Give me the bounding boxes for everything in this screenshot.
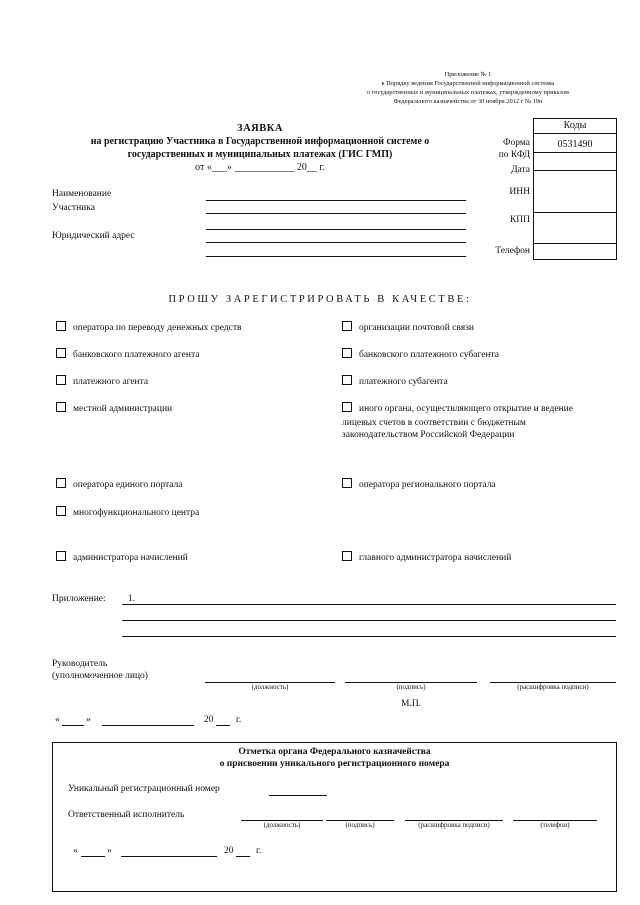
caption-decode: (расшифровка подписи) [517,683,589,691]
attachment-line-2[interactable] [122,620,616,621]
checkbox-icon[interactable] [342,375,352,385]
caption-position: (должность) [251,683,289,691]
checkbox-icon[interactable] [56,375,66,385]
checkbox-icon[interactable] [342,402,352,412]
label-kpp: КПП [509,215,530,225]
appendix-line-1: Приложение № 1 [444,71,492,78]
treasury-date-year-line[interactable] [236,856,250,857]
address-input-line-3[interactable] [206,256,466,257]
executor-caption-sign: (подпись) [345,821,375,829]
executor-caption-decode: (расшифровка подписи) [418,821,490,829]
attachment-line-3[interactable] [122,636,616,637]
stamp-place: М.П. [401,699,422,709]
checkbox-icon[interactable] [342,348,352,358]
date-day-line[interactable] [62,725,84,726]
kpp-cell[interactable] [534,213,616,244]
option-single-portal-operator[interactable]: оператора единого портала [56,478,183,491]
attachment-item-number: 1. [128,594,136,604]
appendix-line-3: о государственных и муниципальных платежах, утвержденному приказом [367,89,569,96]
treasury-date-day-line[interactable] [81,856,105,857]
option-postal-organization[interactable]: организации почтовой связи [342,321,474,334]
attachment-line-1[interactable] [122,604,616,605]
checkbox-icon[interactable] [342,551,352,561]
date-close-quote: » [86,715,91,725]
title-date-line: от «___» ____________ 20__ г. [195,162,325,173]
treasury-date-month-line[interactable] [121,856,217,857]
label-date: Дата [511,165,530,175]
title-line-2: на регистрацию Участника в Государственной информационной системе о [90,136,430,147]
appendix-line-2: к Порядку ведения Государственной информационной системы [381,80,555,87]
checkbox-icon[interactable] [56,321,66,331]
checkbox-icon[interactable] [56,506,66,516]
treasury-title-line2: о присвоении уникального регистрационного номера [219,759,450,769]
executor-caption-position: (должность) [263,821,301,829]
title-zayavka: ЗАЯВКА [237,123,283,134]
head-label-line1: Руководитель [52,659,108,669]
option-payment-subagent[interactable]: платежного субагента [342,375,448,388]
attachment-label: Приложение: [52,594,106,604]
date-cell[interactable] [534,153,616,171]
option-bank-payment-agent[interactable]: банковского платежного агента [56,348,199,361]
date-year-prefix: 20 [204,715,214,725]
reg-number-line[interactable] [269,795,327,796]
treasury-date-year-prefix: 20 [224,846,234,856]
treasury-title-line1: Отметка органа Федерального казначейства [238,747,431,757]
option-multifunctional-center[interactable]: многофункционального центра [56,506,199,519]
label-name-line2: Участника [52,203,95,213]
codes-header: Коды [534,119,616,134]
checkbox-icon[interactable] [56,478,66,488]
caption-sign: (подпись) [396,683,426,691]
checkbox-icon[interactable] [56,402,66,412]
inn-cell[interactable] [534,171,616,213]
address-input-line-1[interactable] [206,229,466,230]
name-input-line-2[interactable] [206,213,466,214]
checkbox-icon[interactable] [342,478,352,488]
option-charges-administrator[interactable]: администратора начислений [56,551,188,564]
appendix-line-4: Федерального казначейства от 30 ноября 2012 г № 19н [393,98,543,105]
checkbox-icon[interactable] [56,551,66,561]
document-title [60,122,460,174]
address-input-line-2[interactable] [206,242,466,243]
codes-table [533,118,617,260]
option-bank-payment-subagent[interactable]: банковского платежного субагента [342,348,499,361]
date-year-suffix: г. [236,715,242,725]
phone-cell[interactable] [534,244,616,261]
label-name-line1: Наименование [52,189,112,199]
option-local-administration[interactable]: местной администрации [56,402,172,415]
option-money-transfer-operator[interactable]: оператора по переводу денежных средств [56,321,241,334]
date-month-line[interactable] [102,725,194,726]
executor-label: Ответственный исполнитель [68,810,185,820]
option-payment-agent[interactable]: платежного агента [56,375,148,388]
option-chief-charges-administrator[interactable]: главного администратора начислений [342,551,511,564]
label-kfd: по КФД [498,150,530,160]
date-open-quote: « [55,715,60,725]
name-input-line-1[interactable] [206,200,466,201]
title-line-3: государственных и муниципальных платежах (ГИС ГМП) [127,149,393,160]
treasury-date-close-quote: » [107,846,112,856]
head-label-line2: (уполномоченное лицо) [52,671,148,681]
treasury-date-open-quote: « [73,846,78,856]
label-inn: ИНН [509,187,530,197]
treasury-date-year-suffix: г. [256,846,262,856]
label-forma: Форма [502,138,530,148]
executor-caption-phone: (телефон) [540,821,570,829]
register-as-heading: ПРОШУ ЗАРЕГИСТРИРОВАТЬ В КАЧЕСТВЕ: [168,294,472,305]
form-code-cell[interactable]: 0531490 [534,134,616,153]
option-regional-portal-operator[interactable]: оператора регионального портала [342,478,496,491]
checkbox-icon[interactable] [56,348,66,358]
reg-number-label: Уникальный регистрационный номер [68,784,220,794]
option-other-body[interactable]: иного органа, осуществляющего открытие и ведение лицевых счетов в соответствии с бюджетным законодательством Российской Федерации [342,404,573,440]
treasury-mark-box [52,742,617,892]
date-year-line[interactable] [216,725,230,726]
label-phone: Телефон [495,246,530,256]
label-address: Юридический адрес [52,231,135,241]
checkbox-icon[interactable] [342,321,352,331]
treasury-title [53,746,616,770]
appendix-note [323,70,613,106]
